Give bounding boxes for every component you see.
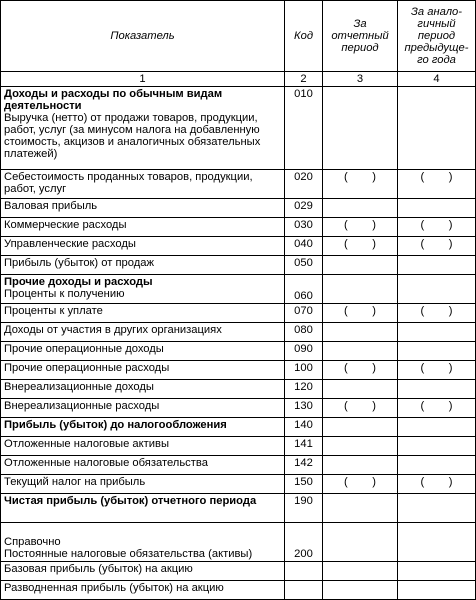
- indicator-label: Управленческие расходы: [1, 237, 285, 256]
- code-cell: 130: [285, 399, 323, 418]
- table-row: [1, 523, 476, 562]
- previous-value-cell: [398, 87, 476, 170]
- section-title: Прочие доходы и расходы: [4, 276, 153, 288]
- indicator-label: Внереализационные доходы: [1, 380, 285, 399]
- indicator-label: Валовая прибыль: [1, 199, 285, 218]
- current-value-cell: [323, 562, 398, 581]
- code-cell: 200: [285, 523, 323, 562]
- table-row: [1, 170, 476, 199]
- paren-mark: ( ): [420, 238, 453, 250]
- table-row: [1, 475, 476, 494]
- current-value-cell: [323, 87, 398, 170]
- current-value-cell: [323, 199, 398, 218]
- code-cell: 142: [285, 456, 323, 475]
- indicator-label: Текущий налог на прибыль: [1, 475, 285, 494]
- table-row: [1, 581, 476, 600]
- table-row: [1, 275, 476, 304]
- indicator-label: Проценты к получению: [4, 288, 125, 300]
- indicator-cell: [1, 87, 285, 170]
- reference-title: Справочно: [4, 536, 61, 548]
- indicator-label: Отложенные налоговые обязательства: [1, 456, 285, 475]
- code-cell: 190: [285, 494, 323, 523]
- header-indicator: Показатель: [1, 1, 285, 72]
- code-cell: 140: [285, 418, 323, 437]
- indicator-cell: [1, 523, 285, 562]
- header-previous-period: За анало-гичный период предыдуще-го года: [398, 1, 476, 72]
- indicator-label: Прочие операционные доходы: [1, 342, 285, 361]
- current-value-cell: [323, 380, 398, 399]
- previous-value-cell: [398, 342, 476, 361]
- paren-mark: ( ): [420, 362, 453, 374]
- previous-value-cell: [398, 361, 476, 380]
- current-value-cell: [323, 494, 398, 523]
- header-current-period: За отчетный период: [323, 1, 398, 72]
- table-row: [1, 437, 476, 456]
- current-value-cell: [323, 323, 398, 342]
- table-row: [1, 494, 476, 523]
- paren-mark: ( ): [344, 219, 376, 231]
- section-title: Прибыль (убыток) до налогообложения: [1, 418, 285, 437]
- current-value-cell: [323, 523, 398, 562]
- current-value-cell: [323, 256, 398, 275]
- previous-value-cell: [398, 456, 476, 475]
- current-value-cell: [323, 237, 398, 256]
- code-cell: 029: [285, 199, 323, 218]
- table-row: [1, 342, 476, 361]
- section-title: Доходы и расходы по обычным видам деятельности: [4, 88, 223, 112]
- previous-value-cell: [398, 380, 476, 399]
- code-cell: 120: [285, 380, 323, 399]
- indicator-label: Проценты к уплате: [1, 304, 285, 323]
- table-row: [1, 562, 476, 581]
- previous-value-cell: [398, 418, 476, 437]
- previous-value-cell: [398, 399, 476, 418]
- indicator-label: Внереализационные расходы: [1, 399, 285, 418]
- indicator-label: Прочие операционные расходы: [1, 361, 285, 380]
- indicator-label: Прибыль (убыток) от продаж: [1, 256, 285, 275]
- table-row: [1, 456, 476, 475]
- table-row: [1, 218, 476, 237]
- header-code: Код: [285, 1, 323, 72]
- code-cell: 150: [285, 475, 323, 494]
- current-value-cell: [323, 304, 398, 323]
- code-cell: 030: [285, 218, 323, 237]
- indicator-label: Доходы от участия в других организациях: [1, 323, 285, 342]
- code-cell: 080: [285, 323, 323, 342]
- previous-value-cell: [398, 475, 476, 494]
- paren-mark: ( ): [420, 476, 453, 488]
- previous-value-cell: [398, 437, 476, 456]
- table-row: [1, 237, 476, 256]
- table-row: [1, 199, 476, 218]
- indicator-label: Разводненная прибыль (убыток) на акцию: [1, 581, 285, 600]
- table-row: [1, 380, 476, 399]
- indicator-label: Отложенные налоговые активы: [1, 437, 285, 456]
- current-value-cell: [323, 437, 398, 456]
- code-cell: 100: [285, 361, 323, 380]
- table-row: [1, 87, 476, 170]
- previous-value-cell: [398, 494, 476, 523]
- previous-value-cell: [398, 562, 476, 581]
- previous-value-cell: [398, 275, 476, 304]
- table-row: [1, 399, 476, 418]
- previous-value-cell: [398, 237, 476, 256]
- paren-mark: ( ): [344, 476, 376, 488]
- code-cell: 040: [285, 237, 323, 256]
- paren-mark: ( ): [344, 171, 376, 183]
- column-number: 1: [1, 72, 285, 87]
- previous-value-cell: [398, 199, 476, 218]
- table-row: [1, 304, 476, 323]
- code-cell: 141: [285, 437, 323, 456]
- code-cell: [285, 581, 323, 600]
- indicator-label: Постоянные налоговые обязательства (активы): [4, 548, 253, 560]
- current-value-cell: [323, 399, 398, 418]
- indicator-label: Базовая прибыль (убыток) на акцию: [1, 562, 285, 581]
- paren-mark: ( ): [344, 305, 376, 317]
- header-row: [1, 1, 476, 72]
- previous-value-cell: [398, 304, 476, 323]
- paren-mark: ( ): [344, 362, 376, 374]
- paren-mark: ( ): [344, 238, 376, 250]
- current-value-cell: [323, 456, 398, 475]
- current-value-cell: [323, 475, 398, 494]
- column-number: 4: [398, 72, 476, 87]
- current-value-cell: [323, 361, 398, 380]
- code-cell: 090: [285, 342, 323, 361]
- paren-mark: ( ): [344, 400, 376, 412]
- paren-mark: ( ): [420, 219, 453, 231]
- column-number-row: [1, 72, 476, 87]
- code-cell: [285, 562, 323, 581]
- current-value-cell: [323, 170, 398, 199]
- column-number: 2: [285, 72, 323, 87]
- column-number: 3: [323, 72, 398, 87]
- code-cell: 050: [285, 256, 323, 275]
- previous-value-cell: [398, 323, 476, 342]
- current-value-cell: [323, 581, 398, 600]
- previous-value-cell: [398, 581, 476, 600]
- current-value-cell: [323, 418, 398, 437]
- indicator-label: Коммерческие расходы: [1, 218, 285, 237]
- code-cell: 070: [285, 304, 323, 323]
- paren-mark: ( ): [420, 171, 453, 183]
- indicator-cell: [1, 275, 285, 304]
- table-row: [1, 323, 476, 342]
- indicator-label: Выручка (нетто) от продажи товаров, продукции, работ, услуг (за минусом налога на добавленную стоимость, акцизов и аналогичных обязательных платежей): [4, 112, 261, 160]
- previous-value-cell: [398, 170, 476, 199]
- code-cell: 060: [285, 275, 323, 304]
- previous-value-cell: [398, 256, 476, 275]
- previous-value-cell: [398, 523, 476, 562]
- current-value-cell: [323, 342, 398, 361]
- table-row: [1, 256, 476, 275]
- code-cell: 010: [285, 87, 323, 170]
- current-value-cell: [323, 218, 398, 237]
- table-row: [1, 418, 476, 437]
- paren-mark: ( ): [420, 400, 453, 412]
- paren-mark: ( ): [420, 305, 453, 317]
- table-row: [1, 361, 476, 380]
- section-title: Чистая прибыль (убыток) отчетного периода: [1, 494, 285, 523]
- current-value-cell: [323, 275, 398, 304]
- indicator-label: Себестоимость проданных товаров, продукции, работ, услуг: [1, 170, 285, 199]
- previous-value-cell: [398, 218, 476, 237]
- code-cell: 020: [285, 170, 323, 199]
